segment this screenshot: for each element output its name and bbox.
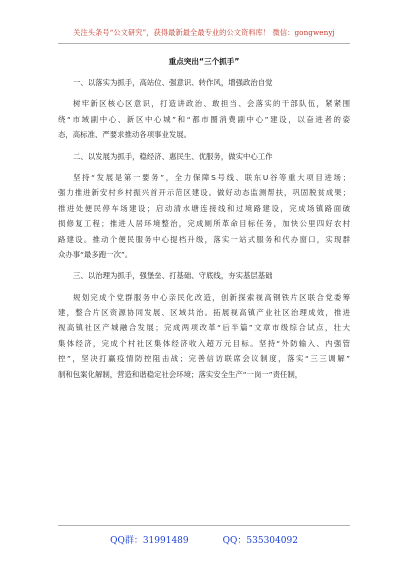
text-line: 强力推进新安村乡村振兴首开示范区建设。做好动态监测帮扶，巩固脱贫成果； xyxy=(58,188,350,198)
section-heading xyxy=(58,75,350,90)
text-line: 坚持“发展是第一要务”，全力保障S号线、联东U谷等重大项目进场； xyxy=(73,172,350,182)
text-line: 态，高标准、严要求推动各项事业发展。 xyxy=(58,130,192,140)
qq-group-text: QQ群：31991489 xyxy=(110,536,189,546)
document-body xyxy=(58,54,350,388)
text-line: 绕“市域副中心、新区中心城”和“都市圈消费副中心”建设，以奋进者的姿 xyxy=(58,114,350,124)
section-heading xyxy=(58,268,350,283)
text-line: 一、以落实为抓手，高站位、强意识、转作风，增强政治自觉 xyxy=(73,78,273,87)
text-line: 路建设。推动个便民服务中心提档升级，落实一站式服务和代办窗口，实现群 xyxy=(58,234,350,244)
text-line: 建，整合片区资源协同发展、区域共治。拓展视高镇产业社区治理成效，推进 xyxy=(58,308,350,318)
text-line: 制和包案化解制，营造和谐稳定社会环境；落实安全生产“一岗一”责任制， xyxy=(58,369,303,379)
text-line: 三、以治理为抓手，强堡垒、打基础、守底线，夯实基层基础 xyxy=(73,271,273,281)
text-line: 二、以发展为抓手，稳经济、惠民生、优服务，做实中心工作 xyxy=(73,151,273,161)
qq-text: QQ：535304092 xyxy=(222,536,298,546)
text-line: 集体经济，完成个村社区集体经济收入超万元目标。坚持“外防输入、内强管 xyxy=(58,338,350,348)
footer-rule xyxy=(58,525,350,526)
body-paragraph xyxy=(58,290,350,382)
body-paragraph xyxy=(58,170,350,262)
paragraph-list xyxy=(58,75,350,382)
body-paragraph xyxy=(58,96,350,142)
document-title: 重点突出“三个抓手” xyxy=(168,57,240,66)
text-line: 树牢新区核心区意识，打造讲政治、敢担当、会落实的干部队伍，紧紧围 xyxy=(73,99,350,109)
text-line: 损修复工程；推进人居环境整治，完成厕所革命目标任务，加快公里四好农村 xyxy=(58,219,350,229)
text-line: 视高镇社区产城融合发展；完成两项改革“后半篇”文章市级综合试点，壮大 xyxy=(58,323,350,333)
text-line: 众办事“最多跑一次”。 xyxy=(58,249,133,259)
header-banner: 关注头条号“公文研究”，获得最新最全最专业的公文资料库！ 微信：gongwenyj xyxy=(73,28,335,37)
section-heading xyxy=(58,149,350,164)
footer-contact xyxy=(0,533,408,546)
text-line: 推进处便民停车场建设；启动清水塘连接线和过境路建设，完成场镇路面破 xyxy=(58,203,350,213)
header-rule xyxy=(58,43,350,44)
text-line: 规划完成个党群服务中心亲民化改造，创新探索视高钢铁片区联合党委筹 xyxy=(73,292,350,302)
text-line: 控”，坚决打赢疫情防控阻击战；完善信访联席会议制度，落实“三三调解” xyxy=(58,354,350,364)
